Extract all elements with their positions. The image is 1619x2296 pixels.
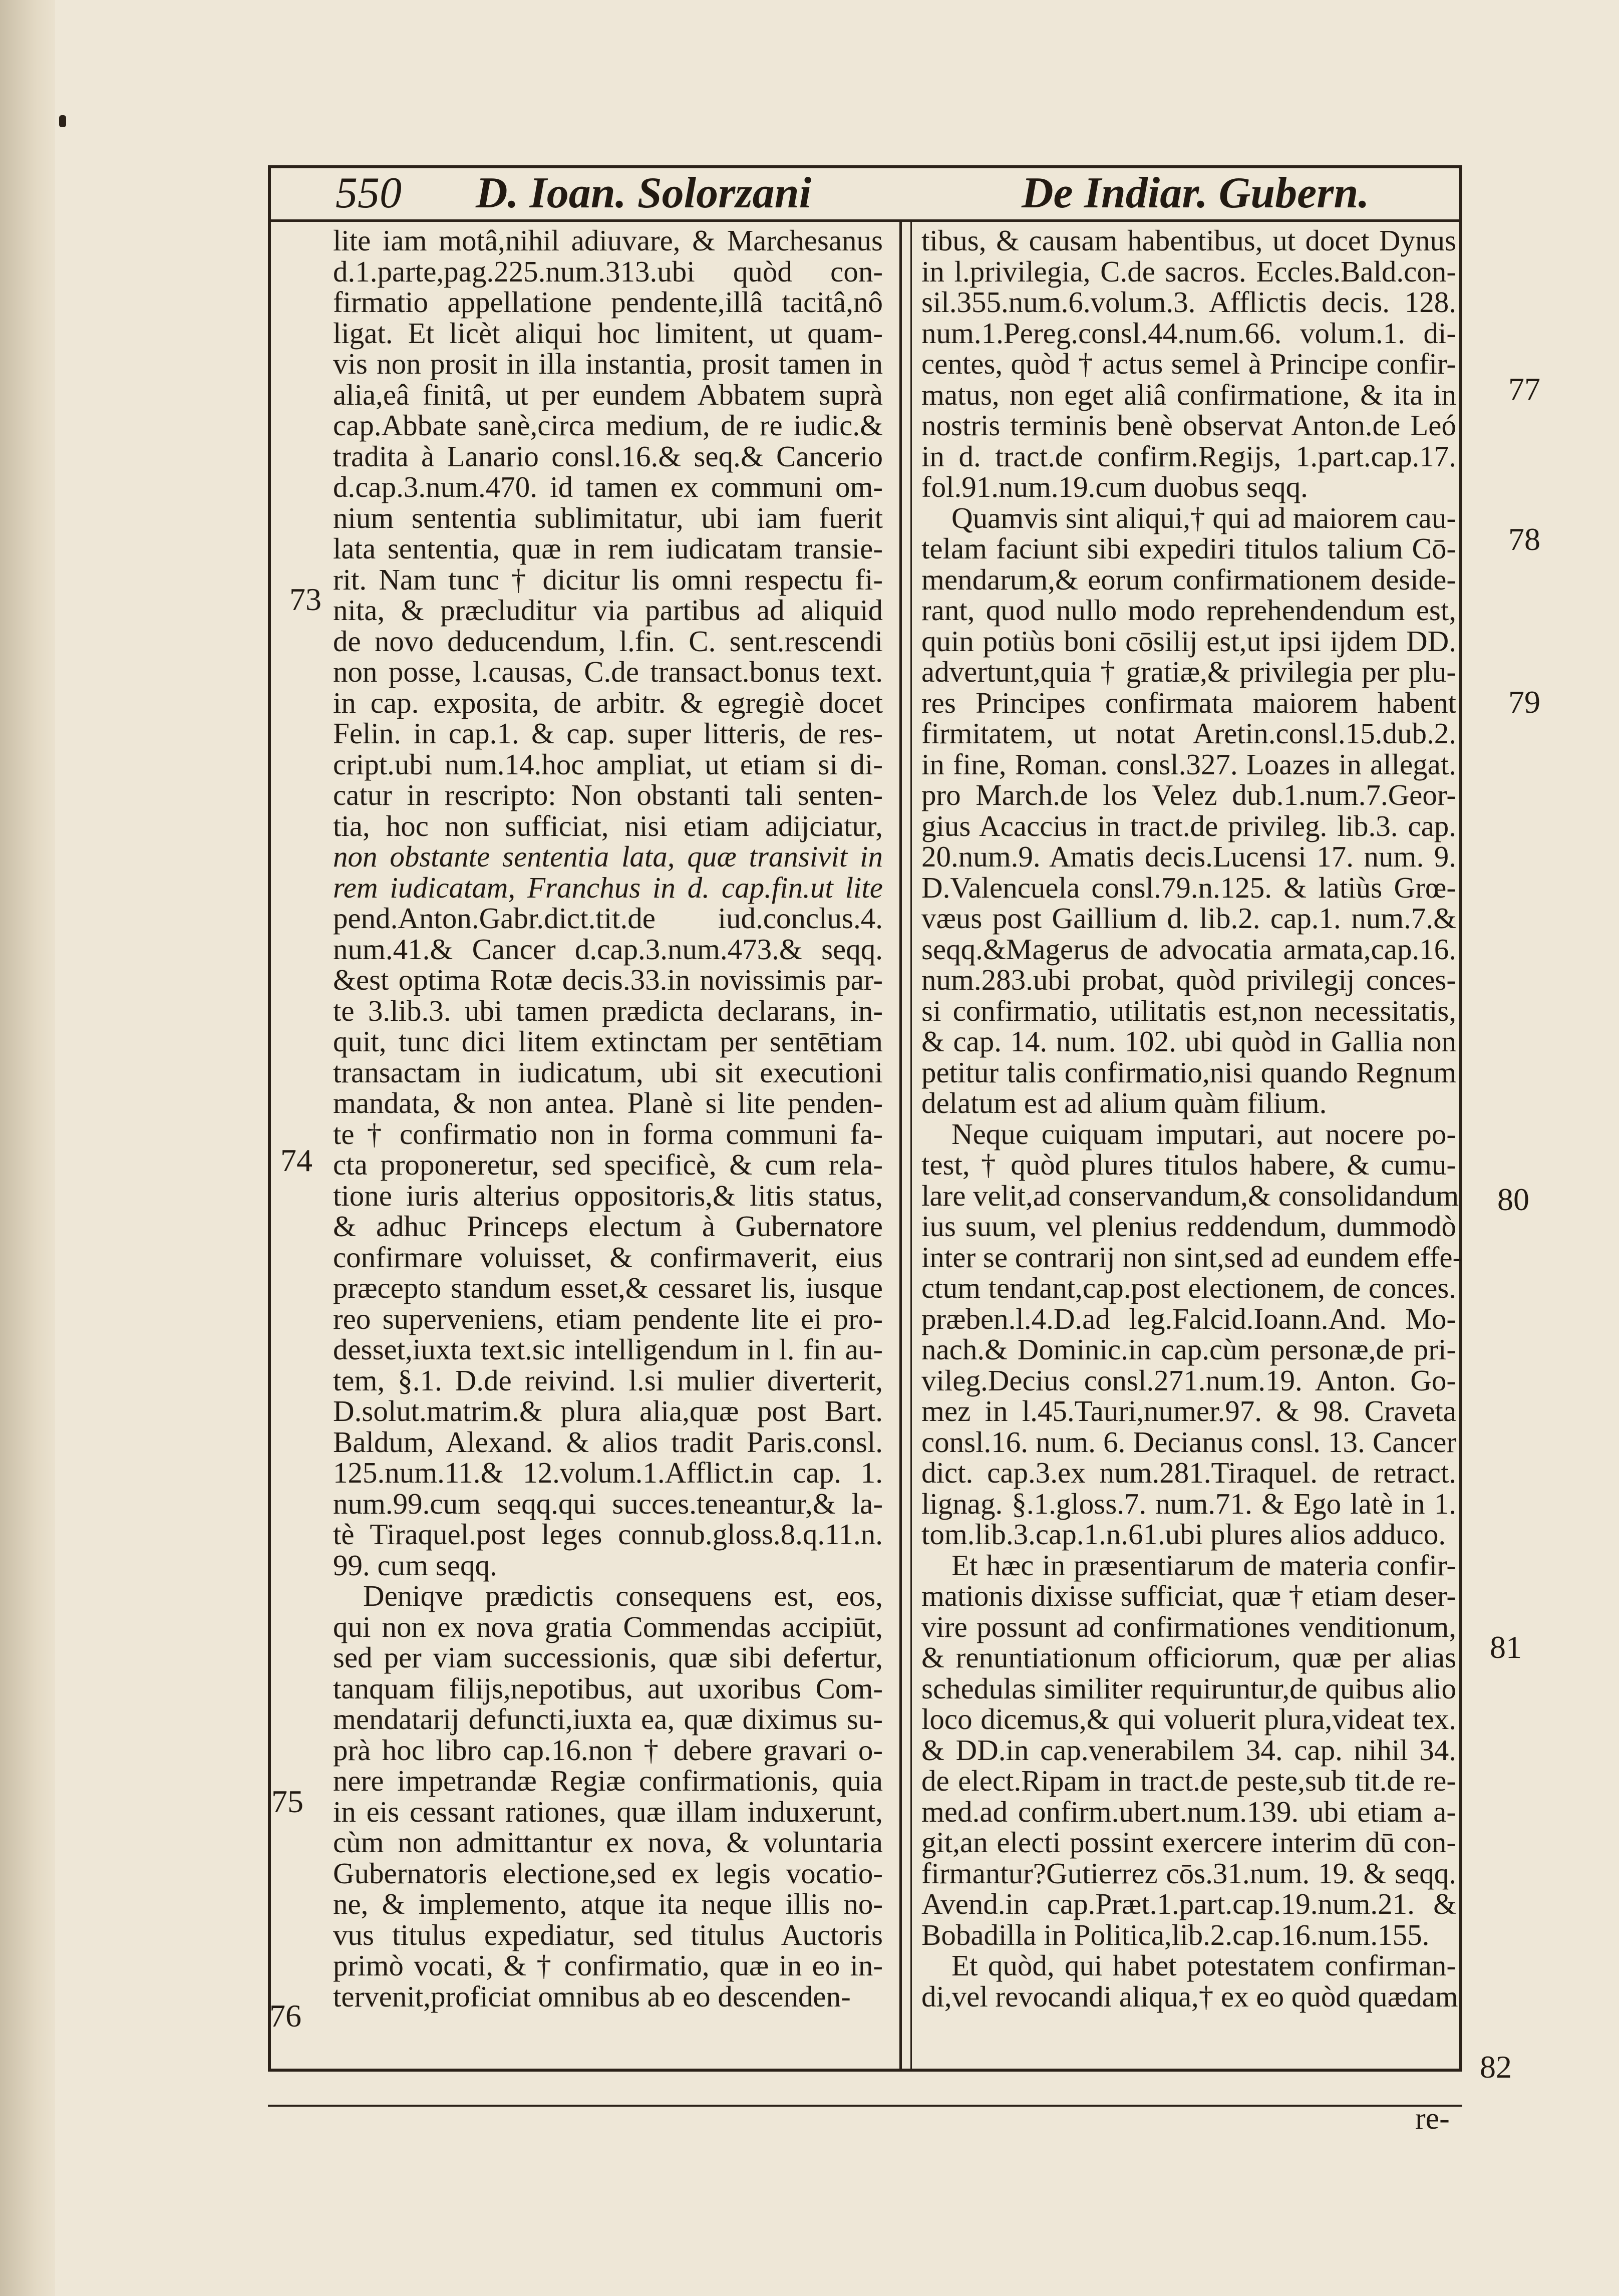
text-line: 99. cum seqq. [333,1548,497,1582]
text-line: de novo deducendum, l.fin. C. sent.rescendi [333,624,883,658]
text-line: ius suum, vel plenius reddendum, dummodò [921,1210,1456,1243]
text-line: mendarum,& eorum confirmationem deside- [921,562,1456,596]
text-line: firmatio appellatione pendente,illâ tacitâ,nô [333,285,883,319]
text-line: in d. tract.de confirm.Regijs, 1.part.cap.17. [921,439,1456,473]
top-rule [268,165,1462,168]
text-line: tanquam filijs,nepotibus, aut uxoribus Com- [333,1671,883,1705]
text-line: 125.num.11.& 12.volum.1.Afflict.in cap. 1. [333,1456,883,1489]
text-line: ctum tendant,cap.post electionem, de conces. [921,1271,1456,1304]
bottom-rule-secondary [268,2105,1462,2107]
text-line: cta proponeretur, sed specificè, & cum rela- [333,1148,883,1181]
text-line: seqq.&Magerus de advocatia armata,cap.16. [921,932,1456,966]
text-line: præcepto standum esset,& cessaret lis, iusque [333,1271,883,1304]
text-line: tervenit,proficiat omnibus ab eo descenden- [333,1979,851,2013]
text-line: quin potiùs boni cōsilij est,ut ipsi ijdem DD. [921,624,1456,658]
text-line: nium sententia sublimitatur, ubi iam fuerit [333,501,883,534]
text-line: matus, non eget aliâ confirmatione, & ita in [921,378,1456,411]
text-line: desset,iuxta text.sic intelligendum in l. fin au- [333,1333,883,1366]
text-line: advertunt,quia † gratiæ,& privilegia per plu- [921,655,1456,688]
text-line: si confirmatio, utilitatis est,non necessitatis, [921,994,1456,1027]
text-line: num.99.cum seqq.qui succes.teneantur,& la- [333,1487,883,1520]
text-line: sed per viam successionis, quæ sibi defertur, [333,1641,883,1674]
text-line: Felin. in cap.1. & cap. super litteris, de res- [333,717,883,750]
text-line: firmitatem, ut notat Aretin.consl.15.dub.2. [921,717,1456,750]
text-line: Gubernatoris electione,sed ex legis vocatio- [333,1856,883,1890]
bottom-rule [268,2069,1462,2072]
text-line: pro March.de los Velez dub.1.num.7.Geor- [921,778,1456,811]
text-line: nere impetrandæ Regiæ confirmationis, quia [333,1764,883,1797]
margin-number: 73 [289,582,321,617]
text-line: & DD.in cap.venerabilem 34. cap. nihil 34. [921,1733,1456,1767]
text-line: mez in l.45.Tauri,numer.97. & 98. Craveta [921,1394,1456,1427]
text-line: prà hoc libro cap.16.non † debere gravari o- [333,1733,883,1767]
margin-number: 75 [271,1784,303,1819]
text-line: mandata, & non antea. Planè si lite penden- [333,1086,883,1119]
text-line: Deniqve prædictis consequens est, eos, [363,1579,883,1612]
text-line: reo superveniens, etiam pendente lite ei pro- [333,1302,883,1335]
text-line: rem iudicatam, Franchus in d. cap.fin.ut lite [333,871,883,904]
text-line: Neque cuiquam imputari, aut nocere po- [951,1117,1456,1151]
text-line: num.1.Pereg.consl.44.num.66. volum.1. di- [921,316,1456,350]
text-line: lignag. §.1.gloss.7. num.71. & Ego latè in 1. [921,1487,1456,1520]
text-line: in eis cessant rationes, quæ illam induxerunt, [333,1795,883,1828]
book-gutter [0,0,60,2296]
text-line: mationis dixisse sufficiat, quæ † etiam deser- [921,1579,1456,1612]
text-line: catur in rescripto: Non obstanti tali senten- [333,778,883,811]
text-line: med.ad confirm.ubert.num.139. ubi etiam a- [921,1795,1456,1828]
text-line: nostris terminis benè observat Anton.de Leó [921,409,1456,442]
text-line: præben.l.4.D.ad leg.Falcid.Ioann.And. Mo- [921,1302,1456,1335]
text-line: ligat. Et licèt aliqui hoc limitent, ut quam- [333,316,883,350]
page-number: 550 [336,169,402,217]
margin-number: 77 [1508,371,1540,407]
text-line: & adhuc Princeps electum à Gubernatore [333,1210,883,1243]
text-line: tione iuris alterius oppositoris,& litis status, [333,1179,883,1212]
column-divider-secondary [910,220,912,2069]
text-line: Et quòd, qui habet potestatem confirman- [951,1949,1456,1982]
text-line: vis non prosit in illa instantia, prosit tamen in [333,347,883,380]
text-line: D.solut.matrim.& plura alia,quæ post Bart. [333,1394,883,1427]
text-line: Quamvis sint aliqui,† qui ad maiorem cau- [951,501,1456,534]
text-line: pend.Anton.Gabr.dict.tit.de iud.conclus.4. [333,902,883,935]
text-line: di,vel revocandi aliqua,† ex eo quòd quædam [921,1979,1458,2013]
margin-number: 82 [1480,2049,1512,2085]
column-divider [899,220,902,2069]
text-line: petitur talis confirmatio,nisi quando Regnum [921,1055,1456,1089]
text-line: qui non ex nova gratia Commendas accipiūt, [333,1610,883,1643]
text-line: d.cap.3.num.470. id tamen ex communi om- [333,470,883,503]
text-line: non posse, l.causas, C.de transact.bonus text. [333,655,883,688]
text-line: delatum est ad alium quàm filium. [921,1086,1327,1119]
text-line: d.1.parte,pag.225.num.313.ubi quòd con- [333,254,883,288]
text-line: ne, & implemento, atque ita neque illis no- [333,1887,883,1920]
text-line: vileg.Decius consl.271.num.19. Anton. Go- [921,1363,1456,1397]
text-line: num.283.ubi probat, quòd privilegij conces- [921,963,1456,996]
text-line: fol.91.num.19.cum duobus seqq. [921,470,1308,503]
text-line: tradita à Lanario consl.16.& seq.& Cancerio [333,439,883,473]
text-line: in l.privilegia, C.de sacros. Eccles.Bald.con- [921,254,1456,288]
text-line: te 3.lib.3. ubi tamen prædicta declarans, in- [333,994,883,1027]
text-line: in cap. exposita, de arbitr. & egregiè docet [333,686,883,719]
text-line: nach.& Dominic.in cap.cùm personæ,de pri- [921,1333,1456,1366]
text-line: centes, quòd † actus semel à Principe confir- [921,347,1456,380]
text-line: res Principes confirmata maiorem habent [921,686,1456,719]
left-text-column [333,225,883,2012]
text-line: git,an electi possint exercere interim dū con- [921,1826,1456,1859]
text-line: sil.355.num.6.volum.3. Afflictis decis. 128. [921,285,1456,319]
running-head-title: De Indiar. Gubern. [1022,169,1370,217]
text-line: lite iam motâ,nihil adiuvare, & Marchesanus [333,224,883,257]
margin-number: 76 [269,1998,301,2034]
text-line: consl.16. num. 6. Decianus consl. 13. Cancer [921,1425,1456,1459]
text-line: firmantur?Gutierrez cōs.31.num. 19. & seqq. [921,1856,1456,1890]
ink-mark [59,115,66,127]
text-line: inter se contrarij non sint,sed ad eundem effe- [921,1240,1463,1274]
text-line: te † confirmatio non in forma communi fa- [333,1117,883,1151]
text-line: Avend.in cap.Præt.1.part.cap.19.num.21. & [921,1887,1456,1920]
text-line: gius Acaccius in tract.de privileg. lib.3. cap. [921,809,1456,842]
text-line: confirmare voluisset, & confirmaverit, eius [333,1240,883,1274]
text-line: primò vocati, & † confirmatio, quæ in eo in- [333,1949,883,1982]
text-line: rant, quod nullo modo reprehendendum est, [921,594,1456,627]
text-line: dict. cap.3.ex num.281.Tiraquel. de retract. [921,1456,1456,1489]
text-line: test, † quòd plures titulos habere, & cumu- [921,1148,1456,1181]
text-line: quit, tunc dici litem extinctam per sentētiam [333,1025,883,1058]
margin-number: 79 [1508,684,1540,720]
text-line: tè Tiraquel.post leges connub.gloss.8.q.11.n. [333,1518,883,1551]
text-line: cùm non admittantur ex nova, & voluntaria [333,1826,883,1859]
text-line: vus titulus expediatur, sed titulus Auctoris [333,1918,883,1951]
left-border [268,165,271,2072]
text-line: Bobadilla in Politica,lib.2.cap.16.num.155. [921,1918,1430,1951]
text-line: tem, §.1. D.de reivind. l.si mulier diverterit, [333,1363,883,1397]
text-line: tibus, & causam habentibus, ut docet Dynus [921,224,1456,257]
text-line: &est optima Rotæ decis.33.in novissimis par- [333,963,883,996]
margin-number: 78 [1508,521,1540,557]
text-line: loco dicemus,& qui voluerit plura,videat tex. [921,1702,1456,1736]
text-line: lata sententia, quæ in rem iudicatam transie- [333,532,883,565]
text-line: 20.num.9. Amatis decis.Lucensi 17. num. 9. [921,840,1456,873]
text-line: Baldum, Alexand. & alios tradit Paris.consl. [333,1425,883,1459]
text-line: schedulas similiter requiruntur,de quibus alio [921,1671,1456,1705]
text-line: tom.lib.3.cap.1.n.61.ubi plures alios adduco. [921,1518,1446,1551]
text-line: num.41.& Cancer d.cap.3.num.473.& seqq. [333,932,883,966]
text-line: non obstante sententia lata, quæ transivit in [333,840,883,873]
text-line: cript.ubi num.14.hoc ampliat, ut etiam si di- [333,747,883,781]
margin-number: 81 [1490,1629,1522,1665]
text-line: transactam in iudicatum, ubi sit executioni [333,1055,883,1089]
text-line: rit. Nam tunc † dicitur lis omni respectu fi- [333,562,883,596]
text-line: mendatarij defuncti,iuxta ea, quæ diximus su- [333,1702,883,1736]
margin-number: 80 [1497,1182,1529,1217]
text-line: in fine, Roman. consl.327. Loazes in allegat. [921,747,1456,781]
text-line: tia, hoc non sufficiat, nisi etiam adijciatur, [333,809,883,842]
right-border [1459,165,1462,2072]
text-line: telam faciunt sibi expediri titulos talium Cō- [921,532,1456,565]
catchword: re- [1415,2102,1450,2136]
text-line: & renuntiationum officiorum, quæ per alias [921,1641,1456,1674]
margin-number: 74 [280,1142,312,1178]
text-line: væus post Gaillium d. lib.2. cap.1. num.7.& [921,902,1456,935]
running-head-author: D. Ioan. Solorzani [476,169,812,217]
right-text-column [921,224,1463,2013]
text-line: nita, & præcluditur via partibus ad aliquid [333,594,883,627]
text-line: vire possunt ad confirmationes venditionum, [921,1610,1456,1643]
text-line: Et hæc in præsentiarum de materia confir- [951,1548,1456,1582]
header-rule [268,219,1462,222]
text-line: D.Valencuela consl.79.n.125. & latiùs Grœ- [921,871,1456,904]
text-line: cap.Abbate sanè,circa medium, de re iudic.& [333,409,883,442]
text-line: lare velit,ad conservandum,& consolidandum [921,1179,1459,1212]
text-line: alia,eâ finitâ, ut per eundem Abbatem suprà [333,378,883,411]
text-line: de elect.Ripam in tract.de peste,sub tit.de re- [921,1764,1456,1797]
text-line: & cap. 14. num. 102. ubi quòd in Gallia non [921,1025,1456,1058]
